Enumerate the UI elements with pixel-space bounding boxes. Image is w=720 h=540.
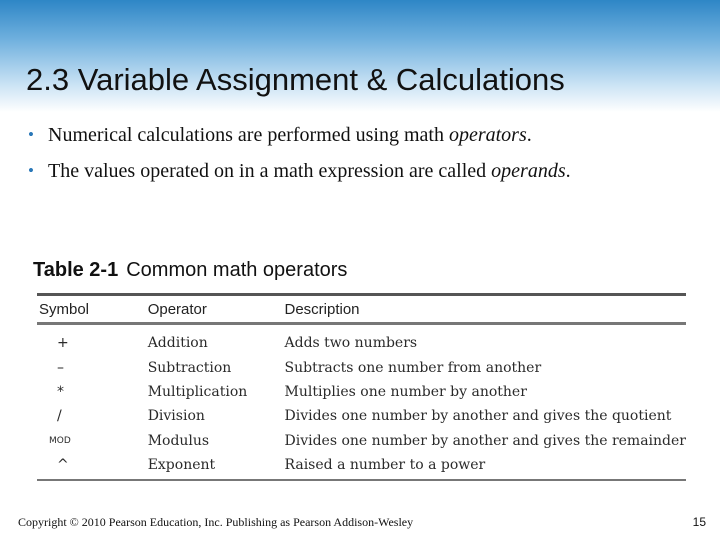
cell-description: Multiplies one number by another bbox=[284, 383, 527, 400]
table-row bbox=[37, 380, 686, 404]
cell-symbol: ^ bbox=[37, 453, 146, 480]
header-description: Description bbox=[283, 295, 687, 324]
table-row bbox=[37, 324, 686, 356]
cell-description: Raised a number to a power bbox=[283, 453, 687, 480]
operators-table bbox=[37, 293, 686, 481]
table-header-row bbox=[37, 295, 686, 324]
page-number: 15 bbox=[692, 515, 706, 529]
copyright-footer: Copyright © 2010 Pearson Education, Inc. Publishing as Pearson Addison-Wesley bbox=[18, 515, 414, 529]
cell-operator: Modulus bbox=[147, 432, 210, 449]
bullet-suffix: . bbox=[565, 160, 571, 182]
bullet-dot-icon: • bbox=[28, 161, 34, 180]
table-caption-text: Common math operators bbox=[126, 259, 348, 281]
cell-description: Divides one number by another and gives the remainder bbox=[284, 432, 686, 449]
cell-operator: Subtraction bbox=[147, 359, 232, 376]
bullet-text: The values operated on in a math expression are called bbox=[48, 160, 492, 182]
cell-operator: Addition bbox=[147, 335, 208, 352]
bullet-dot-icon: • bbox=[28, 125, 34, 144]
table-caption bbox=[33, 259, 347, 282]
cell-symbol: * bbox=[57, 383, 64, 400]
cell-description: Divides one number by another and gives the quotient bbox=[284, 408, 672, 425]
header-operator: Operator bbox=[146, 295, 283, 324]
table-row bbox=[37, 453, 686, 480]
cell-symbol: MOD bbox=[49, 435, 71, 446]
bullet-emphasis: operators bbox=[448, 124, 527, 146]
table-caption-number: Table 2-1 bbox=[33, 259, 119, 281]
bullet-suffix: . bbox=[526, 124, 532, 146]
cell-description: Subtracts one number from another bbox=[284, 359, 542, 376]
bullet-item bbox=[26, 124, 571, 160]
cell-symbol: + bbox=[57, 335, 69, 352]
bullet-text: Numerical calculations are performed using math bbox=[48, 124, 449, 146]
cell-operator: Exponent bbox=[146, 453, 283, 480]
cell-symbol: / bbox=[57, 408, 62, 425]
table-row bbox=[37, 404, 686, 428]
slide-title: 2.3 Variable Assignment & Calculations bbox=[26, 62, 565, 97]
cell-operator: Multiplication bbox=[147, 383, 248, 400]
cell-description: Adds two numbers bbox=[284, 335, 418, 352]
header-symbol: Symbol bbox=[37, 295, 146, 324]
table-row bbox=[37, 429, 686, 453]
table-row bbox=[37, 355, 686, 379]
cell-operator: Division bbox=[147, 408, 205, 425]
bullet-list bbox=[26, 124, 571, 196]
bullet-emphasis: operands bbox=[491, 160, 566, 182]
bullet-item bbox=[26, 160, 571, 196]
cell-symbol: – bbox=[57, 359, 64, 376]
